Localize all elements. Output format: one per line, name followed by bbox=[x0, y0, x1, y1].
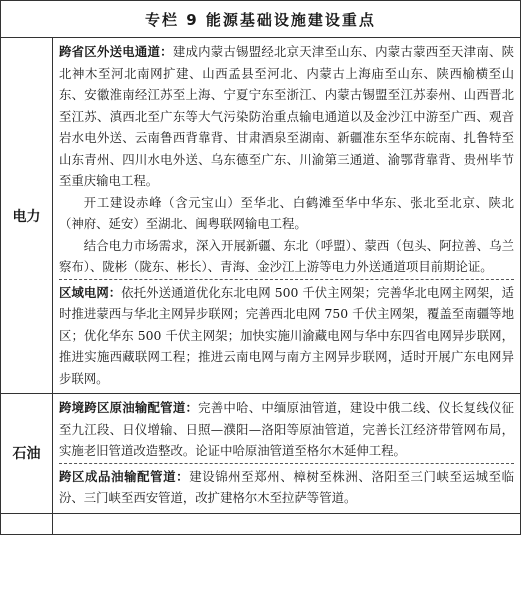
category-label: 电力 bbox=[1, 38, 53, 394]
paragraph: 结合电力市场需求，深入开展新疆、东北（呼盟）、蒙西（包头、阿拉善、乌兰察布）、陇彬（陇东、彬长）、青海、金沙江上游等电力外送通道项目前期论证。 bbox=[59, 237, 514, 274]
sub-text: 建成内蒙古锡盟经北京天津至山东、内蒙古蒙西至天津南、陕北神木至河北南网扩建、山西孟县至河北、内蒙古上海庙至山东、陕西榆横至山东、安徽淮南经江苏至上海、宁夏宁东至浙江、内蒙古锡盟至江苏泰州、山西晋北至江苏、滇西北至广东等大气污染防治重点输电通道以及金沙江中游至广西、观音岩水电外送、云南鲁西背靠背、甘肃酒泉至湖南、新疆准东至华东皖南、扎鲁特至山东青州、四川水电外送、乌东德至广东、川渝第三通道、渝鄂背靠背、贵州毕节至重庆输电工程。 bbox=[59, 44, 515, 188]
table-row bbox=[1, 394, 521, 514]
content-cell bbox=[53, 38, 521, 394]
table-title-row bbox=[1, 1, 521, 38]
sub-heading: 跨省区外送电通道： bbox=[59, 44, 173, 59]
paragraph: 开工建设赤峰（含元宝山）至华北、白鹤滩至华中华东、张北至北京、陕北（神府、延安）至湖北、闽粤联网输电工程。 bbox=[59, 194, 514, 231]
sub-section bbox=[59, 397, 514, 462]
content-cell bbox=[53, 394, 521, 514]
sub-section bbox=[59, 41, 514, 278]
sub-section bbox=[59, 463, 514, 509]
sub-heading: 跨区成品油输配管道： bbox=[59, 468, 190, 484]
sub-heading: 区域电网： bbox=[59, 284, 122, 300]
table-row bbox=[1, 38, 521, 394]
cut-off-cell bbox=[1, 513, 53, 534]
sub-text: 依托外送通道优化东北电网 500 千伏主网架；完善华北电网主网架，适时推进蒙西与华北主网异步联网；完善西北电网 750 千伏主网架，覆盖至南疆等地区；优化华东 500 千伏主网架；加快实施川渝藏电网与华中东四省电网异步联网，推进实施西藏联网工程；推进云南电网与南方主网异步联网，适时开展广东电网异步联网。 bbox=[59, 284, 514, 386]
cut-off-cell bbox=[53, 513, 521, 534]
sub-text: 建设锦州至郑州、樟树至株洲、洛阳至三门峡至运城至临汾、三门峡至西安管道，改扩建格尔木至拉萨等管道。 bbox=[59, 468, 515, 505]
sub-section bbox=[59, 279, 514, 390]
cut-off-row bbox=[1, 513, 521, 534]
sub-text: 完善中哈、中缅原油管道，建设中俄二线、仪长复线仪征至九江段、日仪增输、日照—濮阳—洛阳等原油管道，完善长江经济带管网布局，实施老旧管道改造整改。论证中哈原油管道至格尔木延伸工程。 bbox=[59, 400, 515, 458]
sub-heading: 跨境跨区原油输配管道： bbox=[59, 400, 199, 415]
category-label: 石油 bbox=[1, 394, 53, 514]
table-title: 专栏 9 能源基础设施建设重点 bbox=[1, 1, 521, 38]
